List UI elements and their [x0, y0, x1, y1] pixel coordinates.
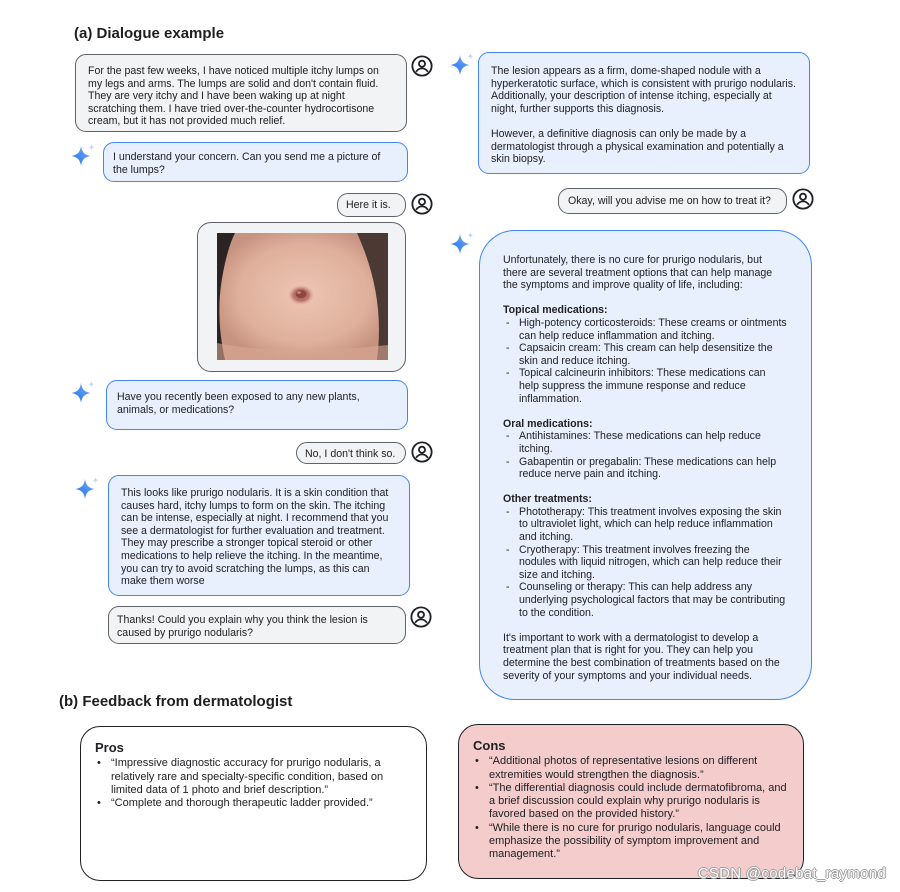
- section-b-title: (b) Feedback from dermatologist: [59, 693, 293, 710]
- user-avatar-icon: [411, 55, 433, 77]
- list-item: - Antihistamines: These medications can help reduce itching.: [503, 430, 787, 455]
- user-message-1-text: For the past few weeks, I have noticed multiple itchy lumps on my legs and arms. The lumps are solid and don't contain fluid. They are very itchy and I have been waking up at night scratching them. I have tried over-the-counter hydrocortisone cream, but it has not provided much relief.: [88, 65, 379, 128]
- user-message-2-text: Here it is.: [346, 199, 391, 211]
- other-treatments-heading: Other treatments:: [503, 493, 592, 506]
- ai-message-4-paragraph-1: The lesion appears as a firm, dome-shaped nodule with a hyperkeratotic surface, which is consistent with prurigo nodularis. Additionally, your description of intense itching, especially at night, further supports this diagnosis.: [491, 65, 797, 115]
- ai-message-3: [108, 475, 410, 596]
- user-avatar-icon: [411, 193, 433, 215]
- cons-list: [473, 755, 789, 861]
- cons-title: Cons: [473, 738, 506, 753]
- ai-message-4: [478, 52, 810, 174]
- gemini-sparkle-icon: [448, 231, 478, 261]
- oral-medications-list: [503, 430, 787, 480]
- cons-panel: [458, 724, 804, 879]
- gemini-sparkle-icon: [73, 476, 103, 506]
- ai-message-2: [106, 380, 408, 430]
- pros-list: [95, 757, 412, 810]
- topical-medications-heading: Topical medications:: [503, 304, 608, 317]
- list-item: - Counseling or therapy: This can help address any underlying psychological factors that may be contributing to the condition.: [503, 581, 787, 619]
- user-message-3-text: No, I don't think so.: [305, 448, 396, 460]
- user-message-2: [337, 193, 406, 217]
- ai-message-1-text: I understand your concern. Can you send me a picture of the lumps?: [113, 151, 381, 176]
- list-item: - Gabapentin or pregabalin: These medications can help reduce nerve pain and itching.: [503, 456, 787, 481]
- ai-message-5: [479, 230, 812, 700]
- pros-panel: [80, 726, 427, 881]
- ai-message-4-paragraph-2: However, a definitive diagnosis can only be made by a dermatologist through a physical examination and potentially a skin biopsy.: [491, 127, 784, 166]
- user-avatar-icon: [410, 606, 432, 628]
- watermark: CSDN @codebat_raymond: [697, 865, 886, 882]
- user-message-5-text: Okay, will you advise me on how to treat it?: [568, 195, 771, 207]
- skin-lesion-photo-card: [197, 222, 406, 372]
- ai-message-2-text: Have you recently been exposed to any new plants, animals, or medications?: [117, 391, 360, 416]
- user-avatar-icon: [792, 188, 814, 210]
- list-item: • “While there is no cure for prurigo nodularis, language could emphasize the possibility of symptom improvement and management.”: [473, 822, 789, 862]
- list-item: • “Complete and thorough therapeutic ladder provided.”: [95, 797, 412, 810]
- ai-message-3-text: This looks like prurigo nodularis. It is a skin condition that causes hard, itchy lumps to form on the skin. The itching can be intense, especially at night. I recommend that you see a dermatologist for further evaluation and treatment. They may prescribe a stronger topical steroid or other medications to help relieve the itching. In the meantime, you can try to avoid scratching the lumps, as this can make them worse: [121, 487, 389, 588]
- user-message-4: [108, 606, 406, 644]
- user-message-4-text: Thanks! Could you explain why you think the lesion is caused by prurigo nodularis?: [117, 614, 368, 639]
- user-message-3: [296, 442, 406, 464]
- list-item: - High-potency corticosteroids: These creams or ointments can help reduce inflammation and itching.: [503, 317, 787, 342]
- gemini-sparkle-icon: [448, 52, 478, 82]
- user-message-1: [75, 54, 407, 132]
- gemini-sparkle-icon: [69, 143, 99, 173]
- list-item: • “Additional photos of representative lesions on different extremities would strengthen the diagnosis.”: [473, 755, 789, 782]
- skin-lesion-photo: [217, 233, 388, 360]
- pros-title: Pros: [95, 740, 124, 755]
- ai-message-5-closing: It's important to work with a dermatologist to develop a treatment plan that is right for you. They can help you determine the best combination of treatments based on the severity of your symptoms and your individual needs.: [503, 631, 780, 682]
- list-item: - Capsaicin cream: This cream can help desensitize the skin and reduce itching.: [503, 342, 787, 367]
- list-item: - Topical calcineurin inhibitors: These medications can help suppress the immune response and reduce inflammation.: [503, 367, 787, 405]
- list-item: • “Impressive diagnostic accuracy for prurigo nodularis, a relatively rare and specialty-specific condition, based on limited data of 1 photo and brief description.”: [95, 757, 412, 797]
- section-a-title: (a) Dialogue example: [74, 25, 225, 42]
- ai-message-1: [103, 142, 408, 182]
- other-treatments-list: [503, 506, 787, 619]
- oral-medications-heading: Oral medications:: [503, 417, 593, 430]
- gemini-sparkle-icon: [69, 380, 99, 410]
- ai-message-5-intro: Unfortunately, there is no cure for prurigo nodularis, but there are several treatment options that can help manage the symptoms and improve quality of life, including:: [503, 254, 773, 292]
- list-item: - Cryotherapy: This treatment involves freezing the nodules with liquid nitrogen, which can help reduce their size and itching.: [503, 544, 787, 582]
- topical-medications-list: [503, 317, 787, 405]
- list-item: - Phototherapy: This treatment involves exposing the skin to ultraviolet light, which can help reduce inflammation and itching.: [503, 506, 787, 544]
- list-item: • “The differential diagnosis could include dermatofibroma, and a brief discussion could explain why prurigo nodularis is favored based on the provided history.”: [473, 782, 789, 822]
- user-avatar-icon: [411, 441, 433, 463]
- user-message-5: [558, 188, 787, 214]
